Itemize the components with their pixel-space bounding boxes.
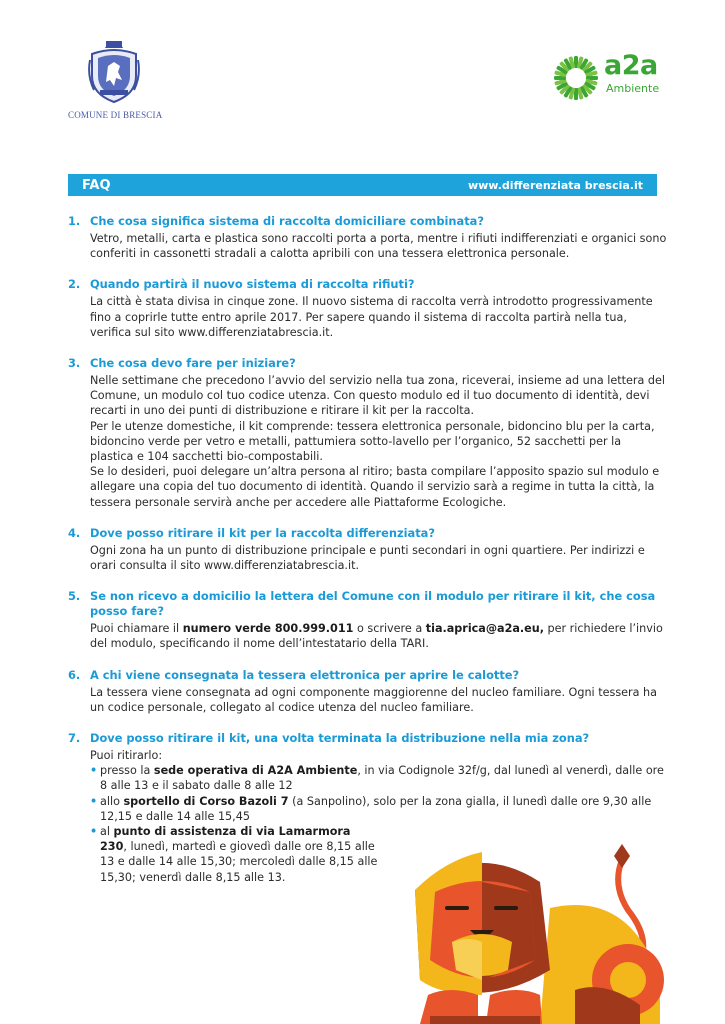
question-text: Dove posso ritirare il kit, una volta terminata la distribuzione nella mia zona? xyxy=(90,731,590,746)
toll-free-number: numero verde 800.999.011 xyxy=(182,622,354,636)
faq-item-3 xyxy=(68,356,668,510)
list-item xyxy=(90,763,668,793)
answer-text: Vetro, metalli, carta e plastica sono raccolti porta a porta, mentre i rifiuti indifferenziati e organici sono conferiti in cassonetti stradali a calotta apribili con una tessera elettronica personale. xyxy=(90,232,667,261)
faq-item-6 xyxy=(68,668,668,715)
location-name: punto di assistenza di via Lamarmora 230 xyxy=(100,825,351,854)
list-item xyxy=(90,824,380,885)
location-name: sede operativa di A2A Ambiente xyxy=(153,764,358,778)
list-item-text: presso la xyxy=(100,764,154,778)
faq-answer xyxy=(68,231,668,261)
a2a-subtitle: Ambiente xyxy=(606,82,660,95)
faq-answer xyxy=(68,685,668,715)
question-text: Che cosa devo fare per iniziare? xyxy=(90,356,296,371)
answer-intro: Puoi ritirarlo: xyxy=(90,749,163,763)
question-number: 4. xyxy=(68,525,81,540)
question-number: 6. xyxy=(68,667,81,682)
question-number: 5. xyxy=(68,589,81,604)
faq-list xyxy=(68,214,668,901)
contact-email: tia.aprica@a2a.eu, xyxy=(425,622,544,636)
question-number: 2. xyxy=(68,277,81,292)
list-item-text: (a Sanpolino), solo per la zona gialla, il lunedì dalle ore 9,30 alle 12,15 e dalle 14 alle 15,45 xyxy=(100,794,652,823)
faq-question xyxy=(68,214,668,229)
lion-illustration xyxy=(390,830,680,1024)
answer-paragraph: Se lo desideri, puoi delegare un’altra persona al ritiro; basta compilare l’apposito spazio sul modulo e allegare una copia del tuo documento di identità. Quando il servizio sarà a regime in tutta la città, la tessera personale servirà anche per accedere alle Piattaforme Ecologiche. xyxy=(90,465,660,509)
answer-text-post: per richiedere l’invio del modulo, specificando il nome dell’intestatario della TARI. xyxy=(90,622,663,651)
answer-text: La tessera viene consegnata ad ogni componente maggiorenne del nucleo familiare. Ogni tessera ha un codice personale, collegato al codice utenza del nucleo familiare. xyxy=(90,685,657,714)
faq-item-5 xyxy=(68,589,668,651)
a2a-wordmark: a2a xyxy=(604,50,658,81)
question-number: 7. xyxy=(68,731,81,746)
answer-text-pre: Puoi chiamare il xyxy=(90,622,183,636)
faq-item-2 xyxy=(68,277,668,340)
list-item-text: , in via Codignole 32f/g, dal lunedì al venerdì, dalle ore 8 alle 13 e il sabato dalle 8 alle 12 xyxy=(100,764,664,793)
faq-answer xyxy=(68,294,668,340)
answer-text: La città è stata divisa in cinque zone. Il nuovo sistema di raccolta verrà introdotto progressivamente fino a coprirle tutte entro aprile 2017. Per sapere quando il sistema di raccolta partirà nella tua, verifica sul sito www.differenziatabrescia.it. xyxy=(90,295,653,339)
faq-item-4 xyxy=(68,526,668,573)
faq-question xyxy=(68,731,668,746)
a2a-sunburst-logo xyxy=(552,54,600,102)
faq-item-1 xyxy=(68,214,668,261)
list-item-text: al xyxy=(100,825,114,839)
list-item-text: , lunedì, martedì e giovedì dalle ore 8,15 alle 13 e dalle 14 alle 15,30; mercoledì dalle 8,15 alle 15,30; venerdì dalle 8,15 alle 13. xyxy=(100,840,378,884)
answer-text-mid: o scrivere a xyxy=(353,622,426,636)
brescia-crest-icon xyxy=(86,40,142,104)
question-text: A chi viene consegnata la tessera elettronica per aprire le calotte? xyxy=(90,667,520,682)
faq-question xyxy=(68,526,668,541)
list-item-text: allo xyxy=(100,794,124,808)
faq-answer xyxy=(68,373,668,510)
question-text: Che cosa significa sistema di raccolta domiciliare combinata? xyxy=(90,214,484,228)
question-number: 1. xyxy=(68,214,81,228)
faq-question xyxy=(68,589,668,619)
answer-paragraph: Per le utenze domestiche, il kit comprende: tessera elettronica personale, bidoncino blu per la carta, bidoncino verde per vetro e metalli, pattumiera sotto-lavello per l’organico, 52 sacchetti per la plastica e 104 sacchetti bio-compostabili. xyxy=(90,419,655,464)
question-text: Dove posso ritirare il kit per la raccolta differenziata? xyxy=(90,525,435,540)
a2a-logo xyxy=(552,50,662,106)
location-name: sportello di Corso Bazoli 7 xyxy=(123,794,289,808)
list-item xyxy=(90,794,668,824)
answer-text: Ogni zona ha un punto di distribuzione principale e punti secondari in ogni quartiere. Per indirizzi e orari consulta il sito www.differenziatabrescia.it. xyxy=(90,543,645,573)
faq-header-bar xyxy=(68,174,657,196)
faq-question xyxy=(68,277,668,292)
comune-label: COMUNE DI BRESCIA xyxy=(68,110,163,120)
question-text: Quando partirà il nuovo sistema di raccolta rifiuti? xyxy=(90,277,415,292)
answer-text xyxy=(90,621,668,651)
answer-paragraph: Nelle settimane che precedono l’avvio del servizio nella tua zona, riceverai, insieme ad una lettera del Comune, un modulo col tuo codice utenza. Con questo modulo ed il tuo documento di identità, devi recarti in uno dei punti di distribuzione e ritirare il kit per la raccolta. xyxy=(90,374,666,418)
question-number: 3. xyxy=(68,356,81,371)
question-text: Se non ricevo a domicilio la lettera del Comune con il modulo per ritirare il kit, che cosa posso fare? xyxy=(90,589,656,619)
website-link[interactable]: www.differenziata brescia.it xyxy=(467,178,643,192)
faq-title: FAQ xyxy=(82,177,111,193)
faq-answer xyxy=(68,543,668,573)
faq-question xyxy=(68,668,668,683)
comune-logo xyxy=(68,40,163,120)
faq-question xyxy=(68,356,668,371)
faq-answer xyxy=(68,621,668,651)
